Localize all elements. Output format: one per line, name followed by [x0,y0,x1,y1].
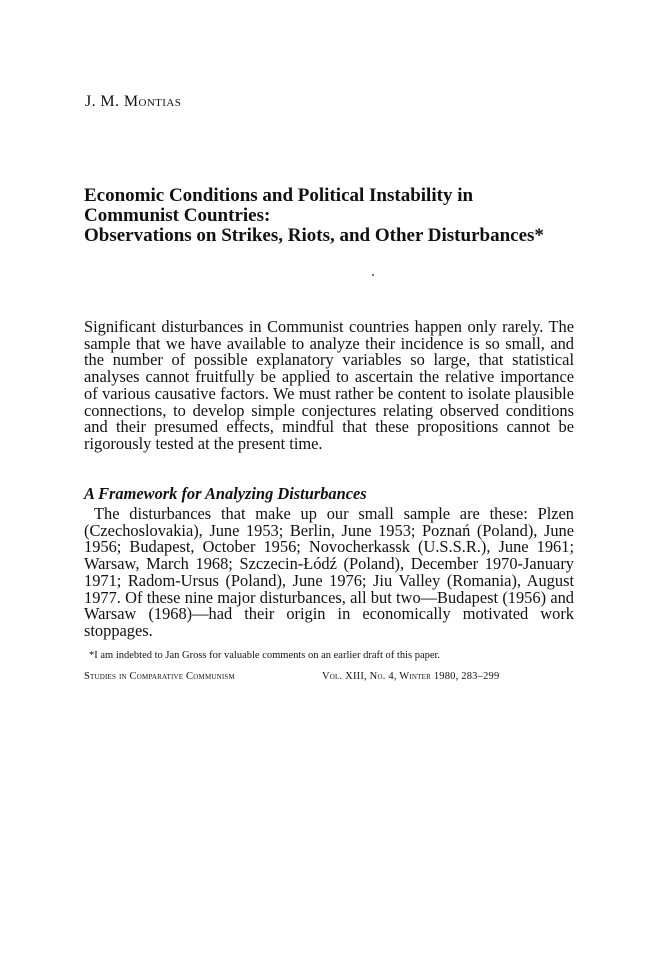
journal-name: Studies in Comparative Communism [84,671,235,682]
framework-paragraph: The disturbances that make up our small sample are these: Plzen (Czechoslovakia), June 1953; Berlin, June 1953; Poznań (Poland), June 1956; Budapest, October 1956; Novocherkassk (U.S.S.R.), June 1961; Warsaw, March 1968; Szczecin-Łódź (Poland), December 1970-January 1971; Radom-Ursus (Poland), June 1976; Jiu Valley (Romania), August 1977. Of these nine major disturbances, all but two—Budapest (1956) and Warsaw (1968)—had their origin in economically motivated work stoppages. [84,504,574,640]
journal-citation [84,670,574,683]
author-name [85,94,181,110]
intro-paragraph: Significant disturbances in Communist countries happen only rarely. The sample that we have available to analyze their incidence is so small, and the number of possible explanatory variables so large, that statistical analyses cannot fruitfully be applied to ascertain the relative importance of various causative factors. We must rather be content to isolate plausible connections, to develop simple conjectures relating observed conditions and their presumed effects, mindful that these propositions cannot be rigorously tested at the present time. [84,317,574,453]
title-line-2: Communist Countries: [84,205,271,226]
print-speck [372,274,374,276]
article-title [84,186,584,246]
author-surname-rest: ontias [138,93,182,110]
journal-issue: Vol. XIII, No. 4, Winter 1980, 283–299 [322,671,500,682]
footnote: *I am indebted to Jan Gross for valuable comments on an earlier draft of this paper. [89,650,441,661]
title-line-3: Observations on Strikes, Riots, and Other Disturbances* [84,225,544,246]
section-heading: A Framework for Analyzing Disturbances [84,484,367,503]
title-line-1: Economic Conditions and Political Instability in [84,185,474,206]
author-initials: J. M. M [85,93,139,110]
